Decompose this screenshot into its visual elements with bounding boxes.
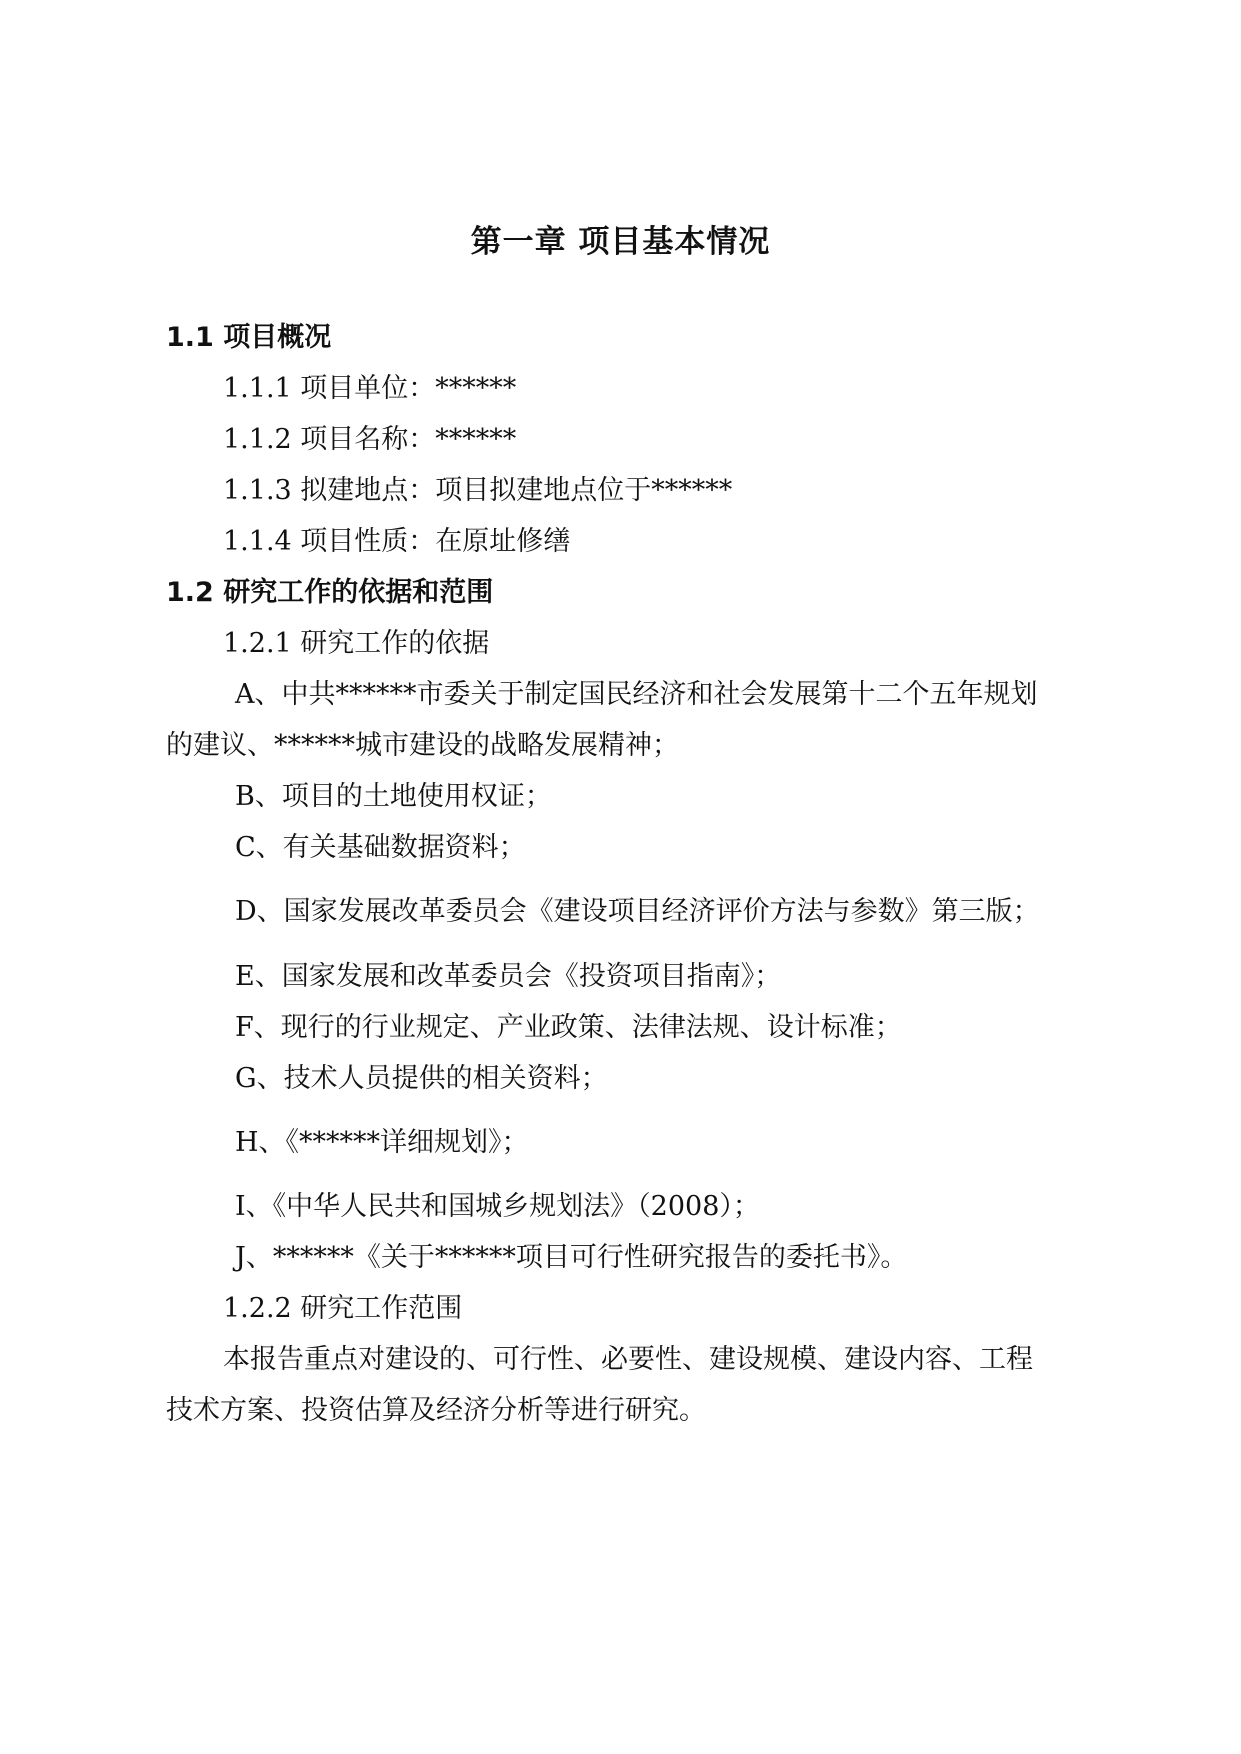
chapter-title: 第一章 项目基本情况 (470, 224, 771, 260)
subsection-1-2-2: 1.2.2 研究工作范围 (223, 1293, 463, 1324)
basis-item-d: D、国家发展改革委员会《建设项目经济评价方法与参数》第三版； (235, 896, 1040, 927)
basis-item-g: G、技术人员提供的相关资料； (235, 1063, 608, 1094)
subsection-1-2-1: 1.2.1 研究工作的依据 (223, 628, 490, 659)
section-heading-1-1: 1.1 项目概况 (166, 322, 332, 353)
item-1-1-4: 1.1.4 项目性质：在原址修缮 (223, 526, 571, 557)
basis-item-a: A、中共******市委关于制定国民经济和社会发展第十二个五年规划 (235, 679, 1038, 710)
basis-item-b: B、项目的土地使用权证； (235, 781, 552, 812)
scope-paragraph-line-2: 技术方案、投资估算及经济分析等进行研究。 (166, 1395, 706, 1426)
basis-item-a-continued: 的建议、******城市建设的战略发展精神； (166, 730, 679, 761)
basis-item-i: I、《中华人民共和国城乡规划法》（2008）； (235, 1191, 760, 1222)
item-1-1-3: 1.1.3 拟建地点：项目拟建地点位于****** (223, 475, 733, 506)
basis-item-h: H、《******详细规划》； (235, 1127, 529, 1158)
section-heading-1-2: 1.2 研究工作的依据和范围 (166, 577, 494, 608)
item-1-1-2: 1.1.2 项目名称：****** (223, 424, 517, 455)
basis-item-e: E、国家发展和改革委员会《投资项目指南》； (235, 961, 782, 992)
basis-item-f: F、现行的行业规定、产业政策、法律法规、设计标准； (235, 1012, 902, 1043)
basis-item-j: J、******《关于******项目可行性研究报告的委托书》。 (235, 1242, 908, 1273)
basis-item-c: C、有关基础数据资料； (235, 832, 526, 863)
scope-paragraph-line-1: 本报告重点对建设的、可行性、必要性、建设规模、建设内容、工程 (223, 1344, 1033, 1375)
item-1-1-1: 1.1.1 项目单位：****** (223, 373, 517, 404)
